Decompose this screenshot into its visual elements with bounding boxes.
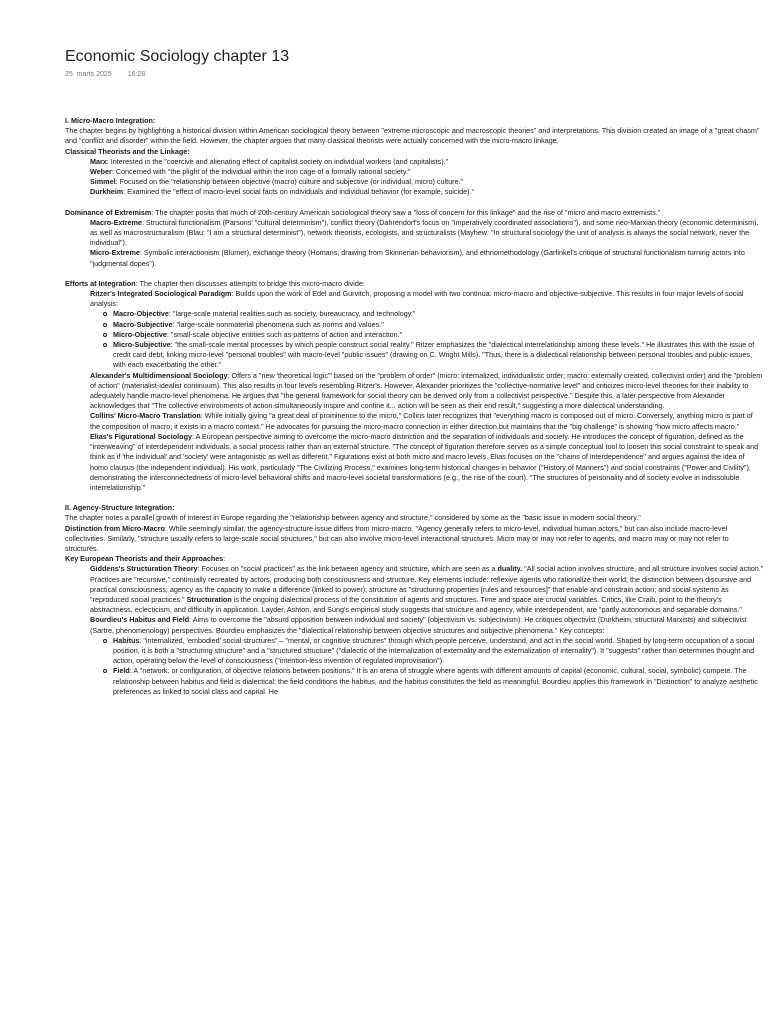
paragraph: The chapter notes a parallel growth of interest in Europe regarding the "relationship between agency and structure," considered by some as the "basic issue in modern social theory.": [65, 513, 641, 523]
note-body: [65, 116, 764, 697]
list-item: Macro-Extreme: Structural functionalism (Parsons' "cultural determinism"), conflict theory (Dahrendorf's focus on "imperatively coordinated associations"), and some neo-Marxian theory (economic determinism), as well as macrostructuralism (Blau: "I am a structural determinist"), network theorists, ecologists, and structuralists (Mayhew: "In structural sociology the unit of analysis is always the social network, never the individual").: [90, 217, 759, 248]
paragraph-dominance: Dominance of Extremism: The chapter posits that much of 20th-century American sociological theory saw a "loss of concern for this linkage" and the rise of "micro and macro extremists.": [65, 207, 661, 217]
list-item: Marx: Interested in the "coercive and alienating effect of capitalist society on individual workers (and capitalists).": [90, 156, 449, 166]
section-heading-micro-macro: I. Micro-Macro Integration:: [65, 116, 156, 125]
bullet-list: [65, 309, 764, 370]
list-item: Durkheim: Examined the "effect of macro-level social facts on individuals and individual behavior (for example, suicide).": [90, 187, 475, 197]
bullet-item: Field: A "network, or configuration, of objective relations between positions." It is an arena of struggle where agents with different amounts of capital (economic, cultural, social, symbolic) compete. The relationship between habitus and field is dialectical: the field conditions the habitus, and the habitus constitutes the field as meaningful. Bourdieu applies this framework in "Distinction" to analyze aesthetic preferences as linked to social class and capital. He: [103, 666, 764, 697]
list-item: Alexander's Multidimensional Sociology: Offers a "new 'theoretical logic'" based on the "problem of order" (micro: internalized, individualistic order; macro: externally created, collectivist order) and the "problem of action" (materialist-idealist continuum). This also results in four levels resembling Ritzer's. However, Alexander prioritizes the "collective-normative level" and criticizes micro-level theories for their inability to adequately handle macro-level phenomena. He argues that "the general framework for social theory can be derived only from a collectivist perspective." Despite this, a later perspective from Alexander acknowledges that "The collective environments of action simultaneously inspire and confine it... action will be seen as their end result," suggesting a more dialectical understanding.: [90, 370, 763, 411]
paragraph: The chapter begins by highlighting a historical division within American sociological theory between "extreme microscopic and macroscopic theories" and interpretations. This division created an image of a "great chasm" and "conflict and disorder" within the field. However, the chapter argues that many classical theorists were actually concerned with the micro-macro linkage.: [65, 126, 760, 146]
list-item: Weber: Concerned with "the plight of the individual within the iron cage of a formally rational society.": [90, 167, 411, 177]
bullet-list: [65, 636, 764, 697]
paragraph-efforts: Efforts at Integration: The chapter then discusses attempts to bridge this micro-macro divide:: [65, 278, 365, 288]
bullet-item: Micro-Subjective: "the small-scale mental processes by which people construct social reality." Ritzer emphasizes the "dialectical interrelationship among these levels." He illustrates this with the issue of credit card debt, linking micro-level "personal troubles" with macro-level "public issues" (drawing on C. Wright Mills). "Thus, there is a dialectical relationship between personal troubles and public issues, with each exacerbating the other.": [103, 340, 764, 371]
list-item: Ritzer's Integrated Sociological Paradigm: Builds upon the work of Edel and Gurvitch, proposing a model with two continua: micro-macro and objective-subjective. This results in four major levels of social analysis:: [90, 289, 744, 309]
note-time: 16:28: [127, 71, 146, 78]
subheading-key-theorists: Key European Theorists and their Approaches:: [65, 554, 226, 564]
list-item: Simmel: Focused on the "relationship between objective (macro) culture and subjective (or individual, micro) culture.": [90, 177, 464, 187]
list-item: Bourdieu's Habitus and Field: Aims to overcome the "absurd opposition between individual and society" (objectivism vs. subjectivism). He critiques objectivist (Durkheim, structural Marxists) and subjectivist (Sartre, phenomenology) perspectives. Bourdieu emphasizes the "dialectical relationship between objective structures and subjective phenomena." Key concepts:: [90, 615, 747, 635]
list-item: Giddens's Structuration Theory: Focuses on "social practices" as the link between agency and structure, which are seen as a duality. "All social action involves structure, and all structure involves social action." Practices are "recursive," continually recreated by actors, producing both consciousness and structure. Key elements include: reflexive agents who rationalize their world; the distinction between discursive and practical consciousness; agency as the capacity to make a difference (linked to power); structure as "structuring properties [rules and resources]" that enable and constrain action; and social systems as "reproduced social practices." Structuration is the ongoing dialectical process of the constitution of agents and structures. Time and space are crucial variables. Critics, like Craib, point to the theory's abstractness, eclecticism, and difficulty in application. Layder, Ashton, and Sung's empirical study suggests that structure and agency, while interdependent, are "partly autonomous and separable domains.": [90, 564, 764, 615]
section-heading-agency-structure: II. Agency-Structure Integration:: [65, 503, 175, 513]
bullet-item: Macro-Objective: "large-scale material realities such as society, bureaucracy, and technology.": [103, 309, 764, 319]
bullet-item: Macro-Subjective: "large-scale nonmaterial phenomena such as norms and values.": [103, 320, 764, 330]
subheading-classical: Classical Theorists and the Linkage:: [65, 146, 190, 156]
list-item: Elias's Figurational Sociology: A European perspective aiming to overcome the micro-macro distinction and the separation of individuals and society. He introduces the concept of figuration, defined as the "interweaving" of interdependent individuals, a social process rather than an external structure. "The concept of figuration therefore serves as a simple conceptual tool to loosen this social constraint to speak and think as if 'the individual' and 'society' were antagonistic as well as different." Figurations exist at both micro and macro levels. Elias focuses on the "chains of interdependence" and argues against the idea of homo clausus (the independent individual). His work, particularly "The Civilizing Process," examines long-term historical changes in behavior ("History of Manners") and social constraints ("Power and Civility"), demonstrating the interconnectedness of micro-level behavioral shifts and macro-level societal transformations (e.g., the rise of the court). "The structures of personality and of society evolve in indissoluble interrelationship.": [90, 431, 759, 492]
list-item: Micro-Extreme: Symbolic interactionism (Blumer), exchange theory (Homans, drawing from Skinnerian behaviorism), and ethnomethodology (Garfinkel's critique of structural functionalism turning actors into "judgmental dopes").: [90, 248, 745, 268]
bullet-item: Habitus: "internalized, 'embodied' social structures" – "mental, or cognitive structures" through which people perceive, understand, and act in the social world. Shaped by long-term occupation of a social position, it is both a "structuring structure" and a "structured structure" ("dialectic of the internalization of externality and the externalization of internality"). It "suggests" rather than determines thought and action, operating below the level of consciousness ("intention-less invention of regulated improvisation").: [103, 636, 764, 667]
note-date: 25. marts 2025: [65, 71, 112, 78]
paragraph-distinction: Distinction from Micro-Macro: While seemingly similar, the agency-structure issue differs from micro-macro. "Agency generally refers to micro-level, individual human actors," but can also include macro-level collectivities. Similarly, "structure usually refers to large-scale social structures," but can also involve micro-level interactional structures. Micro may or may not refer to agents, and macro may or may not refer to structures.: [65, 523, 729, 553]
note-timestamp: [65, 71, 145, 78]
bullet-item: Micro-Objective: "small-scale objective entities such as patterns of action and interaction.": [103, 330, 764, 340]
list-item: Collins' Micro-Macro Translation: While initially giving "a great deal of prominence to the micro," Collins later recognizes that "everything macro is composed out of micro. Conversely, anything micro is part of the composition of macro; it exists in a macro context." He advocates for pursuing the micro-macro connection in either direction but maintains that the "big challenge" is showing "how micro affects macro.": [90, 411, 753, 431]
page-title: Economic Sociology chapter 13: [65, 48, 290, 65]
